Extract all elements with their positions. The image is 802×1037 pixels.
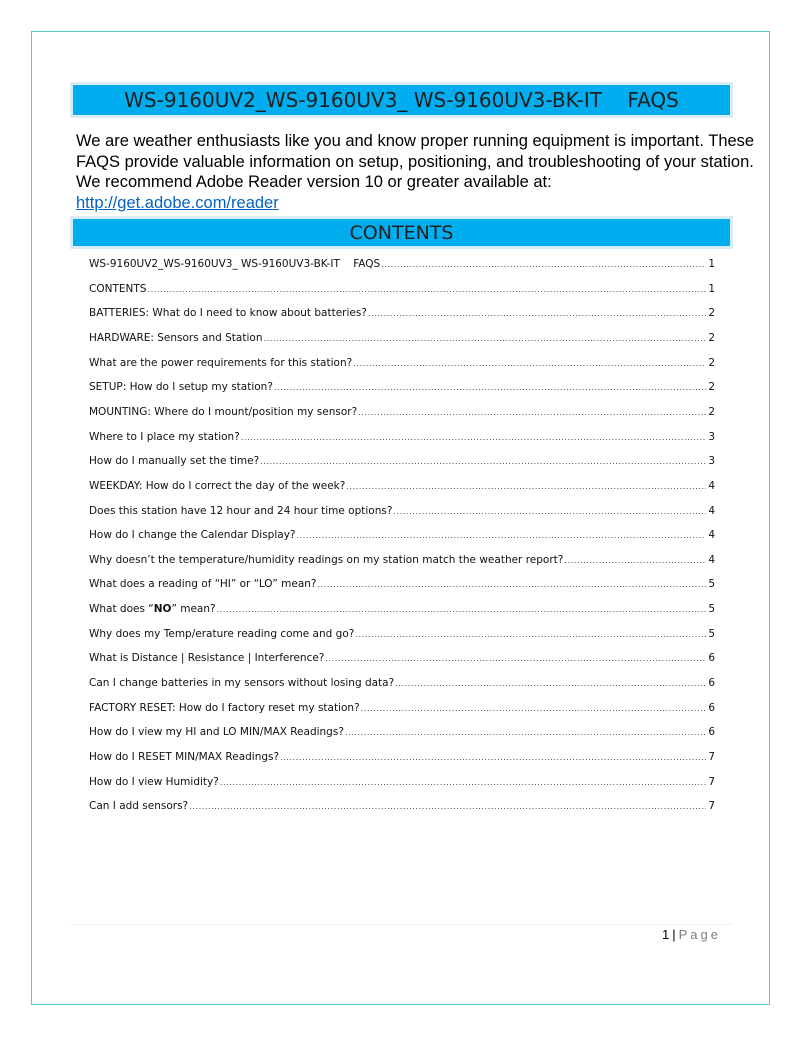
- toc-entry-page: 2: [708, 307, 715, 319]
- toc-entry[interactable]: [89, 751, 715, 767]
- toc-entry-label: Why does my Temp/erature reading come and go?: [89, 628, 355, 640]
- toc-entry[interactable]: [89, 307, 715, 323]
- toc-entry-label: What is Distance | Resistance | Interference?: [89, 652, 325, 664]
- toc-entry-label: WEEKDAY: How do I correct the day of the week?: [89, 480, 346, 492]
- toc-entry-page: 4: [708, 529, 715, 541]
- toc-entry[interactable]: [89, 381, 715, 397]
- toc-entry-label: What are the power requirements for this station?: [89, 357, 353, 369]
- toc-entry-page: 6: [708, 652, 715, 664]
- toc-entry-label: What does a reading of “HI” or “LO” mean?: [89, 578, 317, 590]
- toc-entry-label: Can I change batteries in my sensors without losing data?: [89, 677, 395, 689]
- toc-entry[interactable]: [89, 455, 715, 471]
- toc-entry[interactable]: [89, 628, 715, 644]
- toc-entry-page: 1: [708, 258, 715, 270]
- toc-entry-page: 1: [708, 283, 715, 295]
- toc-entry-page: 2: [708, 357, 715, 369]
- toc-entry[interactable]: [89, 258, 715, 274]
- toc-entry[interactable]: [89, 529, 715, 545]
- toc-entry-page: 2: [708, 381, 715, 393]
- toc-entry[interactable]: [89, 677, 715, 693]
- toc-entry-page: 7: [708, 776, 715, 788]
- toc-entry-page: 2: [708, 332, 715, 344]
- toc-entry[interactable]: [89, 603, 715, 619]
- toc-entry[interactable]: [89, 578, 715, 594]
- toc-entry[interactable]: [89, 702, 715, 718]
- toc-entry[interactable]: [89, 800, 715, 816]
- toc-entry-label: FACTORY RESET: How do I factory reset my station?: [89, 702, 360, 714]
- adobe-reader-link[interactable]: http://get.adobe.com/reader: [76, 193, 279, 212]
- toc-entry-label: How do I RESET MIN/MAX Readings?: [89, 751, 280, 763]
- toc-entry-page: 7: [708, 751, 715, 763]
- toc-entry[interactable]: [89, 357, 715, 373]
- page-number: 1: [662, 927, 670, 942]
- toc-entry-label: HARDWARE: Sensors and Station: [89, 332, 263, 344]
- toc-entry-page: 6: [708, 677, 715, 689]
- document-title: WS-9160UV2_WS-9160UV3_ WS-9160UV3-BK-IT FAQS: [70, 82, 733, 118]
- contents-heading: CONTENTS: [70, 216, 733, 249]
- toc-entry-page: 4: [708, 505, 715, 517]
- toc-entry-label: Does this station have 12 hour and 24 hour time options?: [89, 505, 393, 517]
- toc-entry[interactable]: [89, 652, 715, 668]
- toc-entry-page: 6: [708, 702, 715, 714]
- toc-entry-label: Where to I place my station?: [89, 431, 240, 443]
- intro-line: We recommend Adobe Reader version 10 or greater available at:: [76, 173, 552, 191]
- toc-entry[interactable]: [89, 554, 715, 570]
- intro-paragraph: [76, 131, 755, 213]
- toc-entry-label: Why doesn’t the temperature/humidity readings on my station match the weather report?: [89, 554, 564, 566]
- toc-entry-label: SETUP: How do I setup my station?: [89, 381, 273, 393]
- toc-entry[interactable]: [89, 776, 715, 792]
- toc-entry-page: 3: [708, 431, 715, 443]
- toc-entry-page: 4: [708, 554, 715, 566]
- toc-entry-label: What does “NO” mean?: [89, 603, 216, 615]
- toc-entry[interactable]: [89, 431, 715, 447]
- toc-entry-page: 4: [708, 480, 715, 492]
- toc-entry-page: 5: [708, 628, 715, 640]
- footer-divider: [70, 924, 733, 925]
- toc-entry[interactable]: [89, 505, 715, 521]
- toc-entry[interactable]: [89, 332, 715, 348]
- toc-entry-page: 5: [708, 578, 715, 590]
- toc-entry-page: 5: [708, 603, 715, 615]
- toc-entry-label: How do I view my HI and LO MIN/MAX Readings?: [89, 726, 344, 738]
- page-footer: [662, 927, 721, 942]
- toc-entry-label: MOUNTING: Where do I mount/position my sensor?: [89, 406, 358, 418]
- no-reading-bold: NO: [153, 603, 172, 615]
- toc-entry-label: How do I view Humidity?: [89, 776, 219, 788]
- toc-entry-label: Can I add sensors?: [89, 800, 189, 812]
- page-word: Page: [678, 927, 721, 942]
- toc-entry-page: 7: [708, 800, 715, 812]
- toc-entry-label: How do I change the Calendar Display?: [89, 529, 296, 541]
- toc-entry[interactable]: [89, 726, 715, 742]
- toc-entry[interactable]: [89, 406, 715, 422]
- intro-line: FAQS provide valuable information on setup, positioning, and troubleshooting of your station.: [76, 152, 754, 171]
- toc-entry-page: 2: [708, 406, 715, 418]
- toc-entry-label: How do I manually set the time?: [89, 455, 260, 467]
- toc-entry-label: BATTERIES: What do I need to know about batteries?: [89, 307, 367, 319]
- toc-entry[interactable]: [89, 283, 715, 299]
- toc-entry-page: 3: [708, 455, 715, 467]
- footer-separator: |: [672, 927, 676, 942]
- toc-entry-label: WS-9160UV2_WS-9160UV3_ WS-9160UV3-BK-IT FAQS: [89, 258, 381, 270]
- toc-entry[interactable]: [89, 480, 715, 496]
- intro-line: We are weather enthusiasts like you and know proper running equipment is important. These: [76, 132, 755, 150]
- toc-entry-page: 6: [708, 726, 715, 738]
- toc-entry-label: CONTENTS: [89, 283, 147, 295]
